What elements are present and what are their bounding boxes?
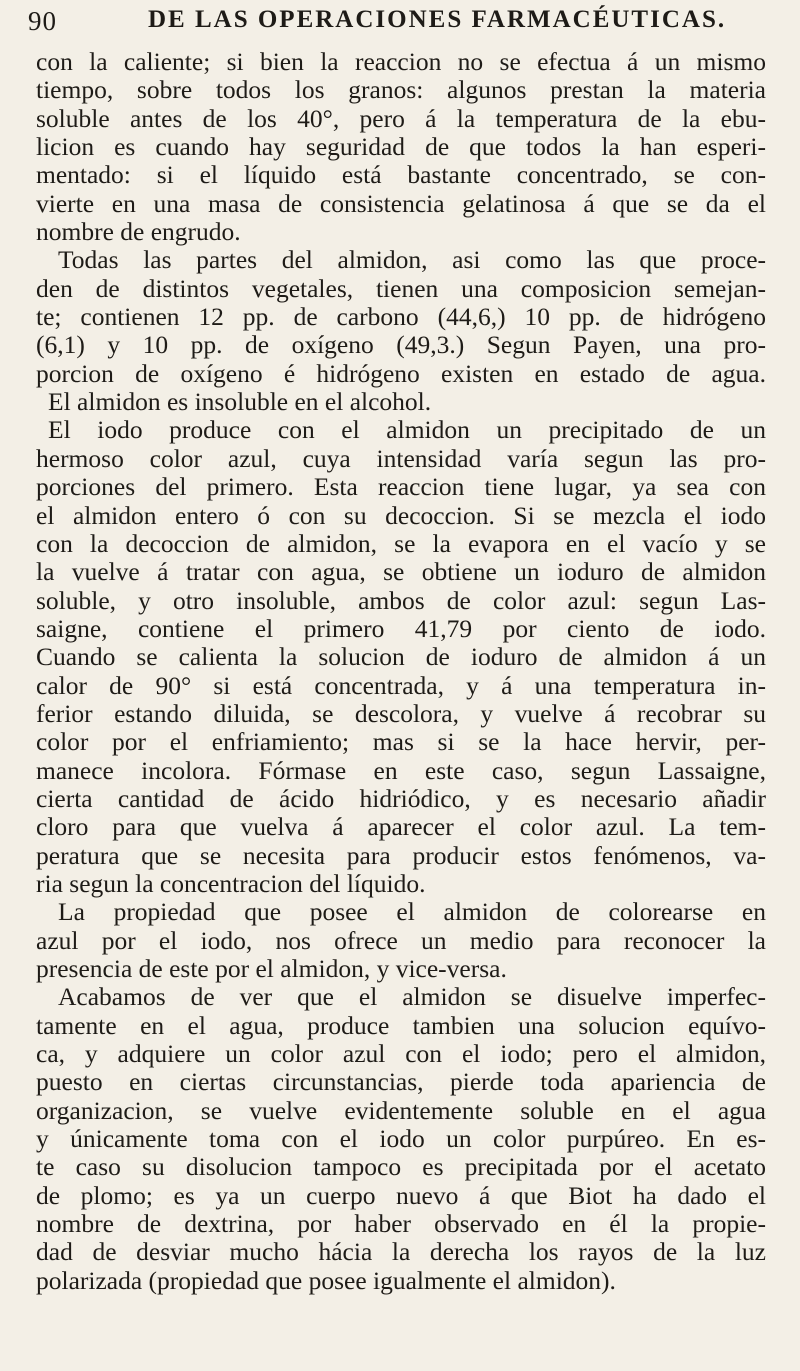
text-line: tiempo, sobre todos los granos: algunos prestan la materia <box>36 75 766 105</box>
text-line: soluble, y otro insoluble, ambos de color azul: segun Las- <box>36 585 766 615</box>
text-line: azul por el iodo, nos ofrece un medio para reconocer la <box>36 925 766 955</box>
text-line: puesto en ciertas circunstancias, pierde toda apariencia de <box>36 1067 766 1097</box>
text-line: color por el enfriamiento; mas si se la hace hervir, per- <box>36 727 766 757</box>
text-line: El iodo produce con el almidon un precipitado de un <box>48 415 766 445</box>
text-line: manece incolora. Fórmase en este caso, segun Lassaigne, <box>36 755 766 785</box>
text-line: con la caliente; si bien la reaccion no se efectua á un mismo <box>36 47 766 76</box>
text-line: nombre de engrudo. <box>36 217 241 247</box>
text-line: vierte en una masa de consistencia gelatinosa á que se da el <box>36 188 766 218</box>
text-line: Todas las partes del almidon, asi como las que proce- <box>58 245 766 275</box>
text-line: calor de 90° si está concentrada, y á una temperatura in- <box>36 670 766 700</box>
text-line: la vuelve á tratar con agua, se obtiene un ioduro de almidon <box>36 557 766 587</box>
text-line: hermoso color azul, cuya intensidad varía segun las pro- <box>36 443 766 473</box>
text-line: La propiedad que posee el almidon de colorearse en <box>58 897 766 927</box>
text-line: cloro para que vuelva á aparecer el color azul. La tem- <box>36 812 766 842</box>
text-line: ca, y adquiere un color azul con el iodo; pero el almidon, <box>36 1039 766 1069</box>
text-line: porcion de oxígeno é hidrógeno existen en estado de agua. <box>36 358 766 388</box>
text-line: te caso su disolucion tampoco es precipitada por el acetato <box>36 1152 766 1182</box>
running-head <box>28 6 768 46</box>
text-line: (6,1) y 10 pp. de oxígeno (49,3.) Segun Payen, una pro- <box>36 330 766 360</box>
text-line: tamente en el agua, produce tambien una solucion equívo- <box>36 1010 766 1040</box>
running-title: DE LAS OPERACIONES FARMACÉUTICAS. <box>148 6 727 33</box>
text-line: el almidon entero ó con su decoccion. Si se mezcla el iodo <box>36 500 766 530</box>
text-line: Cuando se calienta la solucion de ioduro de almidon á un <box>36 642 766 672</box>
text-line: El almidon es insoluble en el alcohol. <box>48 387 432 417</box>
text-line: porciones del primero. Esta reaccion tiene lugar, ya sea con <box>36 472 766 502</box>
text-line: den de distintos vegetales, tienen una composicion semejan- <box>36 273 766 303</box>
text-line: cierta cantidad de ácido hidriódico, y es necesario añadir <box>36 783 766 813</box>
text-line: organizacion, se vuelve evidentemente soluble en el agua <box>36 1095 766 1125</box>
page-number: 90 <box>28 6 57 36</box>
text-line: saigne, contiene el primero 41,79 por ciento de iodo. <box>36 613 766 643</box>
text-line: licion es cuando hay seguridad de que todos la han esperi- <box>36 132 766 162</box>
text-line: presencia de este por el almidon, y vice-versa. <box>36 954 507 983</box>
text-line: ferior estando diluida, se descolora, y vuelve á recobrar su <box>36 698 766 728</box>
text-line: y únicamente toma con el iodo un color purpúreo. En es- <box>36 1124 766 1154</box>
text-line: dad de desviar mucho hácia la derecha los rayos de la luz <box>36 1237 766 1267</box>
text-line: ria segun la concentracion del líquido. <box>36 868 426 898</box>
text-line: con la decoccion de almidon, se la evapora en el vacío y se <box>36 528 766 558</box>
text-line: de plomo; es ya un cuerpo nuevo á que Biot ha dado el <box>36 1180 766 1210</box>
text-line: mentado: si el líquido está bastante concentrado, se con- <box>36 160 766 190</box>
text-line: polarizada (propiedad que posee igualmente el almidon). <box>36 1265 616 1295</box>
body-text <box>36 48 766 1295</box>
text-line: peratura que se necesita para producir estos fenómenos, va- <box>36 840 766 870</box>
text-line: Acabamos de ver que el almidon se disuelve imperfec- <box>58 982 766 1012</box>
text-line: te; contienen 12 pp. de carbono (44,6,) 10 pp. de hidrógeno <box>36 302 766 332</box>
text-line: nombre de dextrina, por haber observado en él la propie- <box>36 1209 766 1239</box>
text-line: soluble antes de los 40°, pero á la temperatura de la ebu- <box>36 103 766 133</box>
